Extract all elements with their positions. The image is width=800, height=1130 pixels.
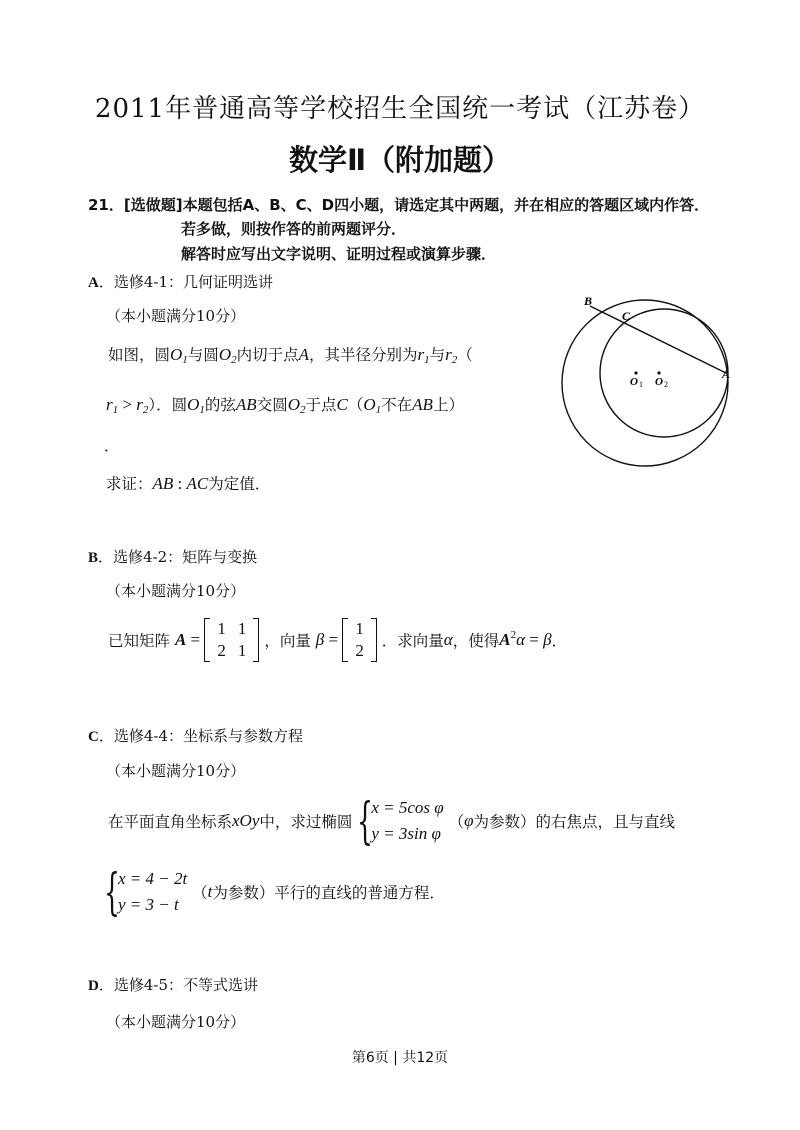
label-b: B [584, 294, 593, 308]
section-d-score: （本小题满分10分） [106, 1013, 246, 1031]
section-b-heading: B．选修4-2：矩阵与变换 [88, 548, 258, 566]
label-o2: O [655, 376, 663, 388]
section-a-heading: A．选修4-1：几何证明选讲 [88, 273, 274, 291]
section-d-heading: D．选修4-5：不等式选讲 [88, 976, 258, 994]
section-c-heading: C．选修4-4：坐标系与参数方程 [88, 727, 304, 745]
label-o2-sub: 2 [664, 380, 668, 389]
vector-beta: 1 2 [342, 618, 377, 662]
section-c-problem: 在平面直角坐标系xOy中，求过椭圆 { x = 5cos φ y = 3sin φ （φ为参数）的右焦点，且与直线 [108, 792, 676, 850]
page-footer: 第6页 | 共12页 [351, 1050, 449, 1066]
label-o1-sub: 1 [639, 380, 643, 389]
matrix-a: 1 1 2 1 [204, 618, 259, 662]
section-c-score: （本小题满分10分） [106, 762, 246, 780]
section-a-problem: 如图，圆$O_1$与圆$O_2$内切于点A，其半径分别为$r_1$与$r_2$（ [108, 345, 473, 366]
circles-figure [550, 288, 750, 468]
section-a-period: ． [104, 437, 120, 455]
section-b-problem: 已知矩阵 A = 1 1 2 1 ，向量 β = 1 2 ．求向量α，使得$A^2\alpha = \beta$． [108, 619, 568, 660]
section-c-problem-line2: { x = 4 − 2t y = 3 − t （t为参数）平行的直线的普通方程． [104, 863, 445, 921]
circle-o2 [600, 309, 731, 437]
label-c: C [622, 309, 631, 323]
q21-instruction-line2: 若多做，则按作答的前两题评分． [181, 220, 407, 238]
section-a-score: （本小题满分10分） [106, 307, 246, 325]
q21-instruction: 21．[选做题]本题包括A、B、C、D四小题，请选定其中两题，并在相应的答题区域内作答． [88, 196, 710, 214]
label-o1: O [630, 376, 638, 388]
section-a-prove: 求证：AB : AC为定值． [106, 474, 271, 493]
page-subtitle: 数学Ⅱ（附加题） [288, 143, 512, 177]
section-a-problem-line2: $r_1 > r_2$）．圆$O_1$的弦AB交圆$O_2$于点$C(O_1$不在AB上） [106, 395, 464, 416]
page-title: 2011年普通高等学校招生全国统一考试（江苏卷） [94, 94, 706, 124]
section-b-score: （本小题满分10分） [106, 582, 246, 600]
circle-o1 [562, 300, 731, 466]
ellipse-equations: { x = 5cos φ y = 3sin φ [357, 792, 444, 850]
q21-instruction-line3: 解答时应写出文字说明、证明过程或演算步骤． [181, 245, 497, 263]
point-o1 [634, 371, 637, 374]
label-a: A [722, 367, 731, 381]
point-o2 [657, 371, 660, 374]
chord-ab [590, 306, 728, 374]
line-equations: { x = 4 − 2t y = 3 − t [104, 863, 188, 921]
